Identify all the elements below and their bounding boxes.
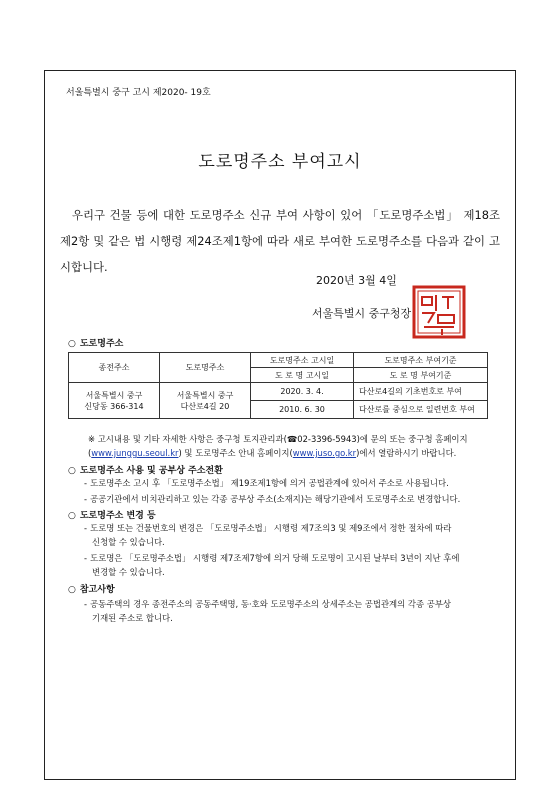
list-item [84, 551, 500, 579]
header-notice-date: 도로명주소 고시일 [251, 353, 354, 368]
note-paren: ( [88, 448, 92, 458]
list-dash: - [84, 478, 88, 488]
list-item-continuation: 변경할 수 있습니다. [92, 567, 165, 577]
list-dash: - [84, 494, 88, 504]
section-heading-usage [68, 463, 223, 476]
road-address-line: 서울특별시 중구 [176, 390, 234, 400]
page-title: 도로명주소 부여고시 [198, 152, 362, 172]
section-marker: ○ [68, 585, 76, 595]
list-item-text: 공동주택의 경우 종전주소의 공동주택명, 동·호와 도로명주소의 상세주소는 공법관계의 각종 공부상 [90, 599, 452, 609]
inquiry-note [88, 432, 500, 460]
table-row [69, 383, 488, 401]
list-item-text: 도로명주소 고시 후 「도로명주소법」 제19조제1항에 의거 공법관계에 있어서 주소로 사용됩니다. [90, 478, 449, 488]
section-heading-label: 도로명주소 [79, 339, 124, 349]
road-address-cell [160, 383, 251, 419]
road-address-line: 다산로4길 20 [180, 401, 230, 411]
notice-date-cell: 2020. 3. 4. [251, 383, 354, 401]
list-dash: - [84, 599, 88, 609]
section-heading-label: 도로명주소 변경 등 [79, 511, 156, 521]
section-heading-change [68, 508, 156, 521]
old-address-cell [69, 383, 160, 419]
criteria-cell: 다산로를 중심으로 일련번호 부여 [354, 401, 488, 419]
old-address-line: 신당동 366-314 [84, 401, 144, 411]
section-heading-addresses [68, 336, 123, 349]
header-road-criteria: 도 로 명 부여기준 [354, 368, 488, 383]
notice-frame [44, 70, 516, 780]
criteria-cell: 다산로4길의 기초번호로 부여 [354, 383, 488, 401]
juso-homepage-link[interactable]: www.juso.go.kr [292, 448, 357, 458]
notice-date-cell: 2010. 6. 30 [251, 401, 354, 419]
note-text: 고시내용 및 기타 자세한 사항은 중구청 토지관리과(☎02-3396-5943)에 문의 또는 중구청 홈페이지 [97, 434, 468, 444]
notice-body: 우리구 건물 등에 대한 도로명주소 신규 부여 사항이 있어 「도로명주소법」 제18조 제2항 및 같은 법 시행령 제24조제1항에 따라 새로 부여한 도로명주소를 다음과 같이 고시합니다. [60, 208, 500, 274]
section-heading-label: 도로명주소 사용 및 공부상 주소전환 [79, 466, 223, 476]
list-item [84, 597, 500, 625]
official-seal-icon [412, 285, 466, 339]
list-dash: - [84, 523, 88, 533]
section-marker: ○ [68, 466, 76, 476]
section-heading-label: 참고사항 [79, 585, 115, 595]
section-heading-reference [68, 582, 115, 595]
list-item-continuation: 기재된 주소로 합니다. [92, 613, 173, 623]
list-item-text: 도로명 또는 건물번호의 변경은 「도로명주소법」 시행령 제7조의3 및 제9조에서 정한 절차에 따라 [90, 523, 452, 533]
note-mark: ※ [88, 434, 96, 444]
header-criteria: 도로명주소 부여기준 [354, 353, 488, 368]
header-old-address: 종전주소 [69, 353, 160, 383]
junggu-homepage-link[interactable]: www.junggu.seoul.kr [91, 448, 179, 458]
list-item-text: 도로명은 「도로명주소법」 시행령 제7조제7항에 의거 당해 도로명이 고시된 날부터 3년이 지난 후에 [90, 553, 460, 563]
list-item-text: 공공기관에서 비치관리하고 있는 각종 공부상 주소(소재지)는 해당기관에서 도로명주소로 변경합니다. [90, 494, 461, 504]
list-dash: - [84, 553, 88, 563]
note-text: ) 및 도로명주소 안내 홈페이지( [178, 448, 293, 458]
notice-number: 서울특별시 중구 고시 제2020- 19호 [66, 88, 211, 98]
issuing-authority: 서울특별시 중구청장 [312, 307, 412, 320]
list-item [84, 476, 500, 490]
section-marker: ○ [68, 511, 76, 521]
notice-date: 2020년 3월 4일 [316, 274, 397, 287]
old-address-line: 서울특별시 중구 [85, 390, 143, 400]
list-item [84, 492, 500, 506]
table-header-row [69, 353, 488, 368]
list-item [84, 521, 500, 549]
address-table [68, 352, 488, 419]
header-road-notice-date: 도 로 명 고시일 [251, 368, 354, 383]
note-text: )에서 열람하시기 바랍니다. [356, 448, 457, 458]
list-item-continuation: 신청할 수 있습니다. [92, 537, 165, 547]
header-road-address: 도로명주소 [160, 353, 251, 383]
section-marker: ○ [68, 339, 76, 349]
